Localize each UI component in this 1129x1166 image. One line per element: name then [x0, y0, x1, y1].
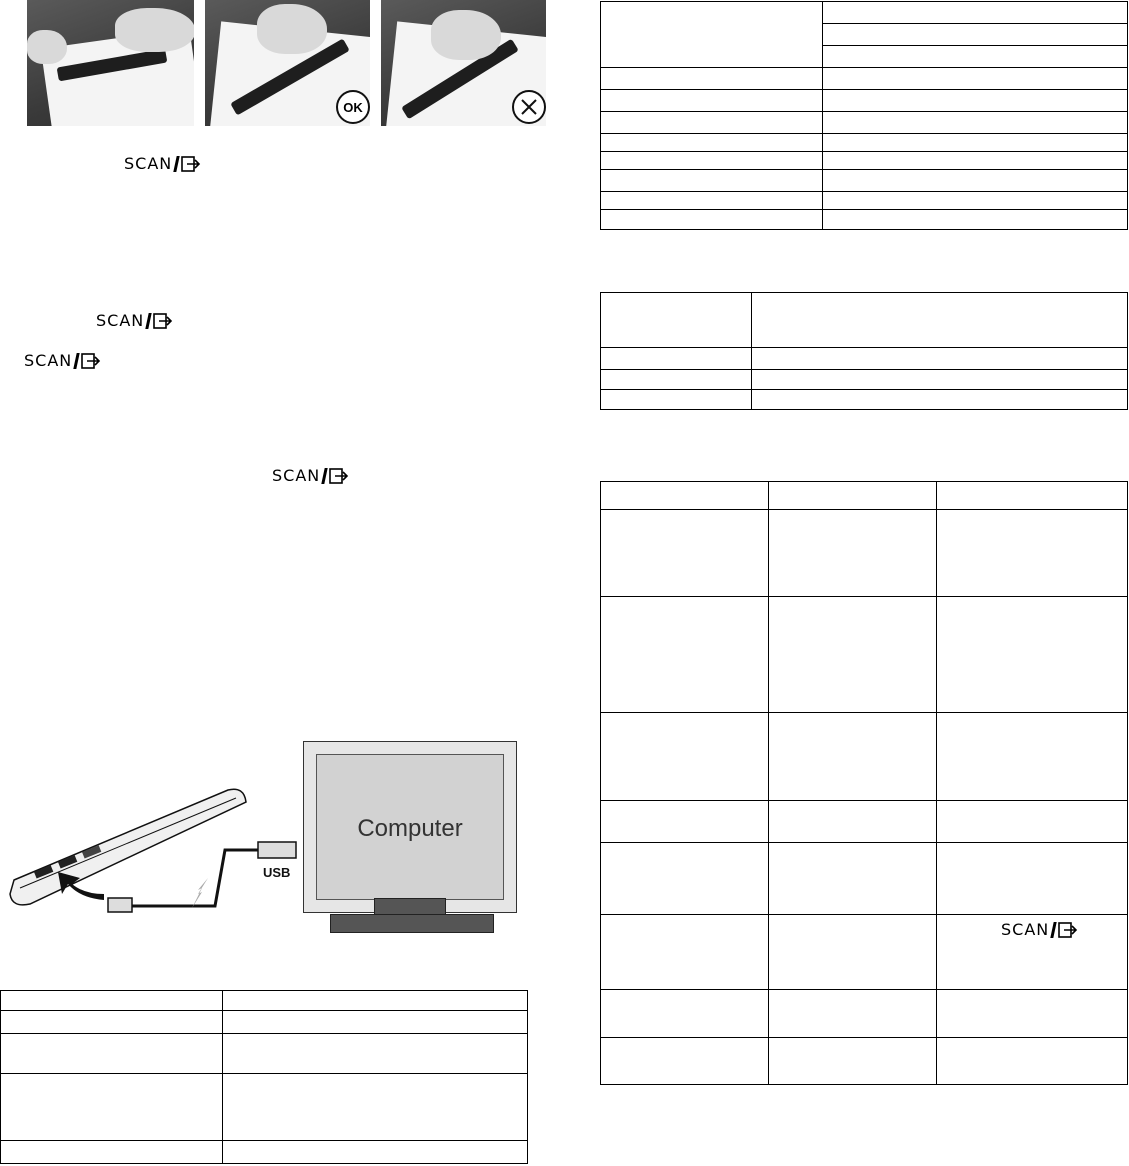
- exit-arrow-icon: [153, 313, 173, 329]
- scan-photo-step-3: [381, 0, 546, 126]
- scan-photo-step-2: [205, 0, 370, 126]
- usb-connection-diagram: [0, 780, 310, 920]
- monitor-base: [330, 914, 494, 933]
- scan-label: SCAN: [24, 351, 73, 370]
- close-icon: [519, 97, 539, 117]
- usb-plug: [258, 842, 296, 858]
- scan-button-glyph-1: [124, 154, 201, 173]
- not-ok-badge: [512, 90, 546, 124]
- monitor-screen: [316, 754, 504, 900]
- scan-label: SCAN: [272, 466, 321, 485]
- troubleshooting-table: [600, 481, 1128, 1085]
- scanner-device: [10, 789, 246, 905]
- scan-label: SCAN: [1001, 920, 1050, 939]
- ok-badge: OK: [336, 90, 370, 124]
- exit-arrow-icon: [329, 468, 349, 484]
- scan-button-glyph-3: [24, 351, 101, 370]
- bottom-left-table: [0, 990, 528, 1164]
- lightning-icon: [192, 878, 208, 908]
- scan-button-glyph-5: [1001, 920, 1078, 939]
- computer-monitor: [303, 741, 517, 913]
- spec-table: [600, 1, 1128, 230]
- scan-button-glyph-4: [272, 466, 349, 485]
- exit-arrow-icon: [81, 353, 101, 369]
- mini-usb-plug: [108, 898, 132, 912]
- scan-button-glyph-2: [96, 311, 173, 330]
- system-requirements-table: [600, 292, 1128, 410]
- usb-cable: [128, 850, 265, 906]
- scan-label: SCAN: [124, 154, 173, 173]
- exit-arrow-icon: [181, 156, 201, 172]
- exit-arrow-icon: [1058, 922, 1078, 938]
- monitor-label: Computer: [357, 815, 463, 842]
- usb-label: USB: [263, 865, 291, 880]
- scan-photo-step-1: [27, 0, 194, 126]
- scan-label: SCAN: [96, 311, 145, 330]
